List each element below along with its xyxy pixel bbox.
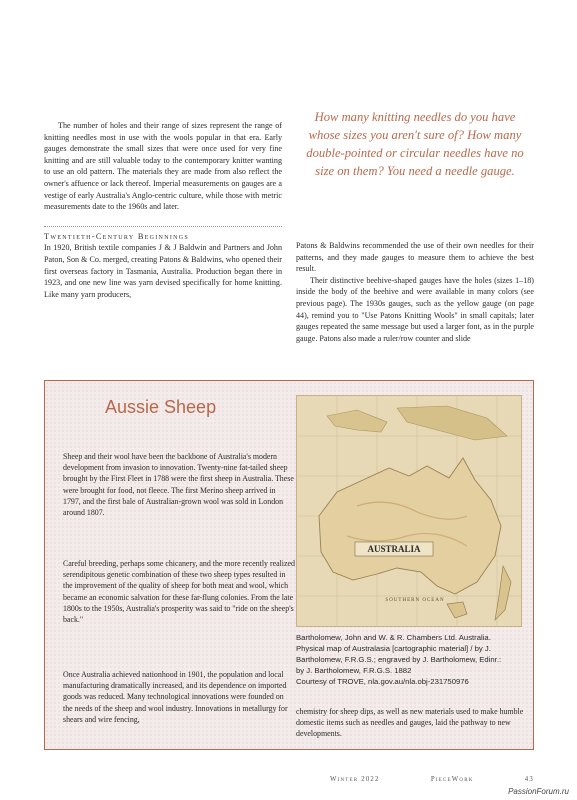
paragraph-beehive-gauges: Their distinctive beehive-shaped gauges have the holes (sizes 1–18) inside the body of the beehive and were available in many colors (see previous page). The 1930s gauges, such as the yellow gauge (on page 44), remind you to "Use Patons Knitting Wools" in small capitals; later gauges repeated the same message but used a larger font, as in the purple gauge. Patons also made a ruler/row counter and slide (296, 275, 534, 343)
sidebar-paragraph-breeding: Careful breeding, perhaps some chicanery, and the more recently realized serendipitous genetic combination of these two sheep types resulted in the improvement of the quality of sheep for both meat and wool, which became an economic salvation for these far-flung colonies. From the late 1800s to the 1950s, Australia's prosperity was said to "ride on the sheep's back." (63, 559, 295, 625)
right-column (296, 240, 534, 344)
footer-issue: Winter 2022 (330, 776, 380, 783)
sidebar-paragraph-chemistry: chemistry for sheep dips, as well as new materials used to make humble domestic items such as needles and gauges, laid the pathway to new developments. (296, 707, 524, 739)
paragraph-recommended-needles: Patons & Baldwins recommended the use of their own needles for their patterns, and they made gauges to measure them to achieve the best result. (296, 241, 534, 274)
sidebar-title: Aussie Sheep (105, 397, 217, 417)
page-footer (330, 776, 534, 783)
australia-map-image (296, 395, 522, 627)
map-label-australia: AUSTRALIA (367, 544, 421, 554)
watermark: PassionForum.ru (508, 787, 569, 796)
paragraph-patons-baldwins: In 1920, British textile companies J & J Baldwin and Partners and John Paton, Son & Co. merged, creating Patons & Baldwins, who opened their first overseas factory in Tasmania, Australia. Production began there in 1923, and one new line was yarn devised specifically for home knitting. Like many yarn producers, (44, 243, 282, 299)
left-column (44, 120, 282, 300)
page-number: 43 (524, 776, 534, 783)
section-heading: Twentieth-Century Beginnings (44, 226, 282, 243)
sidebar-paragraph-backbone: Sheep and their wool have been the backbone of Australia's modern development from invasion to innovation. Twenty-nine fat-tailed sheep brought by the First Fleet in 1788 were the first sheep in Australia. These were brought for food, not fleece. The first Merino sheep arrived in 1797, and the first bale of Australian-grown wool was sold in London around 1807. (63, 452, 294, 518)
map-label-southern-ocean: SOUTHERN OCEAN (385, 598, 445, 603)
paragraph-gauge-holes: The number of holes and their range of sizes represent the range of knitting needles most in use with the wools popular in that era. Early gauges demonstrate the small sizes that were once used for very fine knitting and are still valuable today to the contemporary knitter wanting to use an old pattern. The materials they are made from also reflect the owner's affuence or lack thereof. Imperial measurements on gauges are a vestige of early Australia's Anglo-centric culture, while those with metric measurements date to the 1960s and later. (44, 121, 282, 212)
aussie-sheep-sidebar (44, 380, 534, 750)
sidebar-paragraph-nationhood: Once Australia achieved nationhood in 1901, the population and local manufacturing dramatically increased, and its dependence on imported goods was reduced. Many technological innovations were founded on the needs of the sheep and wool industry. Innovations in metallurgy for shears and wire fencing, (63, 670, 288, 724)
map-illustration (297, 396, 522, 627)
footer-magazine: PieceWork (430, 776, 474, 783)
map-caption: Bartholomew, John and W. & R. Chambers Ltd. Australia. Physical map of Australasia [cartographic material] / by J. Bartholomew, F.R.G.S.; engraved by J. Bartholomew, Edinr.: by J. Bartholomew, F.R.G.S. 1882 Courtesy of TROVE, nla.gov.au/nla.obj-231750976 (296, 633, 502, 686)
pull-quote: How many knitting needles do you have whose sizes you aren't sure of? How many double-pointed or circular needles have no size on them? You need a needle gauge. (306, 110, 524, 178)
